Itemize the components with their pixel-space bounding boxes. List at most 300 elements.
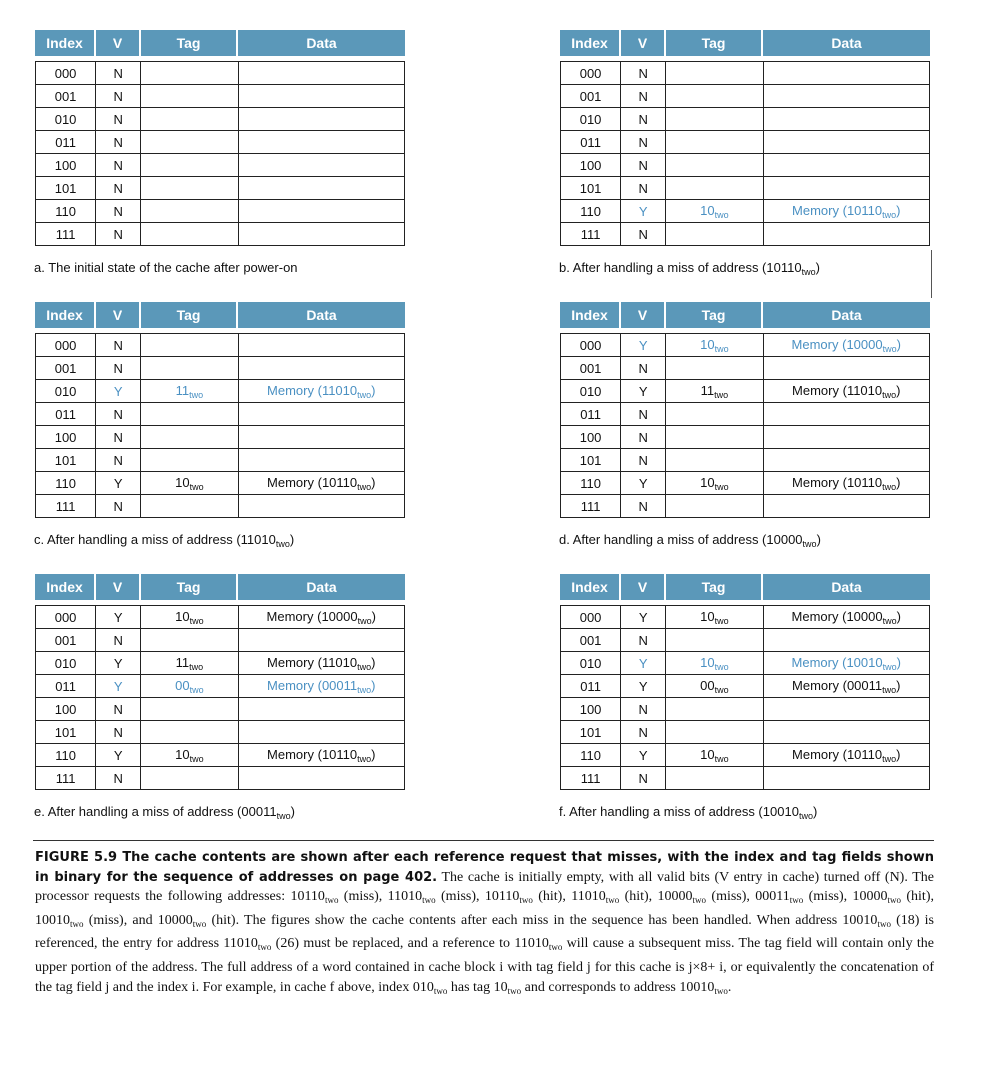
valid-cell: N [621,495,666,518]
memory-address: 11010 [321,382,358,398]
subscript: two [70,918,84,929]
index-cell: 100 [561,698,621,721]
data-cell [763,223,929,246]
index-cell: 111 [561,767,621,790]
index-cell: 000 [561,606,621,629]
valid-cell: Y [96,472,141,495]
data-cell [238,108,404,131]
subscript: two [548,942,563,953]
tag-cell [666,131,763,154]
data-cell: Memory $(10110_{two})$ [763,744,929,767]
tag-cell [666,472,763,495]
tag-cell [666,334,763,357]
tag-cell [666,721,763,744]
tag-value: 00 [175,677,190,693]
valid-cell: N [96,698,141,721]
caption-segment: (miss), 10110 [435,889,520,905]
memory-address: 00011 [321,677,358,693]
table-row [561,449,930,472]
data-cell [763,357,929,380]
table-row [561,426,930,449]
table-row [36,357,405,380]
table-header [35,30,407,56]
index-cell: 101 [36,177,96,200]
cache-table [560,605,930,790]
subscript: two [714,985,728,996]
tag-cell [141,629,238,652]
tag-cell [141,200,238,223]
subscript: two [357,481,372,492]
index-cell: 010 [561,108,621,131]
subscript: two [882,389,897,400]
subscript: two [887,895,902,906]
valid-cell: N [621,629,666,652]
index-cell: 000 [36,62,96,85]
subscript: two [189,753,204,764]
valid-cell: Y [621,334,666,357]
memory-label: Memory [267,677,314,693]
index-cell: 110 [561,744,621,767]
tag-value: 10 [700,474,715,490]
table-row [36,629,405,652]
caption-segment: (miss), 11010 [338,889,423,905]
data-cell: Memory $(10000_{two})$ [763,334,929,357]
subscript: two [714,209,729,220]
memory-label: Memory [791,654,839,670]
data-cell: Memory $(00011_{two})$ [763,675,929,698]
subscript: two [357,615,372,626]
cache-panel-c [35,302,407,518]
memory-label: Memory [792,677,839,693]
caption-segment: (hit), 10010 [35,889,934,928]
valid-cell: N [621,426,666,449]
index-cell: 100 [36,154,96,177]
tag-cell [666,177,763,200]
index-cell: 010 [561,652,621,675]
tag-cell [666,698,763,721]
table-row [561,154,930,177]
table-row [561,200,930,223]
subscript: two [192,918,207,929]
panel-caption-address: 10010 [762,804,799,819]
memory-address: 10000 [321,608,358,624]
column-header: Tag [666,30,761,56]
table-row [561,698,930,721]
cache-table [35,333,405,518]
table-row [36,675,405,698]
valid-cell: N [621,131,666,154]
index-cell: 100 [561,426,621,449]
data-cell [238,334,404,357]
table-row [36,495,405,518]
data-cell [238,629,404,652]
data-cell [238,154,404,177]
subscript: two [882,615,897,626]
column-header: V [621,574,664,600]
cache-panel-f [560,574,932,790]
tag-value: 10 [700,746,715,762]
valid-cell: N [96,108,141,131]
table-header [560,302,932,328]
caption-segment: (hit), 11010 [532,889,606,905]
table-row [36,698,405,721]
data-cell [763,721,929,744]
table-row [561,652,930,675]
valid-cell: N [96,177,141,200]
tag-cell [141,223,238,246]
data-cell: Memory $(10010_{two})$ [763,652,929,675]
column-header: Tag [666,302,761,328]
index-cell: 011 [561,403,621,426]
data-cell [238,426,404,449]
subscript: two [189,389,204,400]
index-cell: 110 [36,472,96,495]
tag-cell [141,652,238,675]
table-header [560,574,932,600]
index-cell: 101 [561,721,621,744]
data-cell [238,223,404,246]
column-header: Data [238,574,405,600]
table-row [561,131,930,154]
panel-caption-address: 10110 [766,260,802,275]
tag-cell [666,357,763,380]
memory-label: Memory [267,746,314,762]
table-row [36,449,405,472]
panel-caption-text: c. After handling a miss of address ( [34,532,241,547]
index-cell: 111 [36,767,96,790]
valid-cell: N [96,85,141,108]
tag-value: 10 [700,202,715,218]
column-header: Data [238,30,405,56]
tag-cell [141,721,238,744]
tag-value: 11 [175,382,190,398]
memory-address: 10110 [321,474,358,490]
index-cell: 101 [561,177,621,200]
data-cell [763,131,929,154]
panel-caption: c. After handling a miss of address $(11010_{two})$ [34,532,295,549]
tag-cell [141,472,238,495]
cache-panel-d [560,302,932,518]
data-cell [238,200,404,223]
panel-caption [34,260,298,275]
panel-caption: b. After handling a miss of address $(10110_{two})$ [559,260,820,277]
index-cell: 001 [36,357,96,380]
table-row [561,675,930,698]
valid-cell: N [96,426,141,449]
tag-cell [666,767,763,790]
tag-value: 10 [700,654,715,670]
valid-cell: Y [621,606,666,629]
panel-caption-text: d. After handling a miss of address ( [559,532,767,547]
valid-cell: N [621,449,666,472]
column-header: V [96,574,139,600]
table-row [561,108,930,131]
data-cell: Memory $(00011_{two})$ [238,675,404,698]
subscript: two [882,343,897,354]
valid-cell: N [96,334,141,357]
subscript: two [714,389,729,400]
subscript: two [877,918,891,929]
valid-cell: N [621,357,666,380]
subscript: two [605,895,620,906]
subscript: two [189,684,204,695]
table-row [36,108,405,131]
figure-caption-title: FIGURE 5.9 The cache contents are shown after each reference request that misses, with the index and tag fields shown in binary for the sequence of addresses on page 402. [35,850,934,885]
tag-value: 10 [175,746,190,762]
table-row [36,652,405,675]
index-cell: 011 [36,131,96,154]
data-cell: Memory $(10110_{two})$ [238,472,404,495]
valid-cell: Y [96,675,141,698]
cache-table [35,605,405,790]
valid-cell: N [96,200,141,223]
valid-cell: Y [96,744,141,767]
memory-label: Memory [267,382,314,398]
subscript: two [714,481,729,492]
subscript: two [789,895,804,906]
table-row [561,177,930,200]
valid-cell: N [621,403,666,426]
column-header: Index [560,574,619,600]
data-cell [238,357,404,380]
valid-cell: Y [96,380,141,403]
subscript: two [189,615,204,626]
data-cell [763,426,929,449]
data-cell [763,629,929,652]
tag-cell [141,380,238,403]
tag-cell [666,154,763,177]
column-header: Index [560,302,619,328]
index-cell: 001 [561,629,621,652]
caption-segment: has tag 10 [447,979,508,995]
memory-label: Memory [792,746,839,762]
subscript: two [714,343,729,354]
tag-cell [141,744,238,767]
valid-cell: Y [621,744,666,767]
table-row [561,223,930,246]
memory-address: 10110 [321,746,358,762]
subscript: two [519,895,533,906]
table-header [35,574,407,600]
subscript: two [714,753,729,764]
valid-cell: N [96,223,141,246]
figure-caption [35,848,934,1001]
caption-segment: (26) must be replaced, and a reference to 11010 [271,936,549,952]
table-row [561,495,930,518]
table-row [36,403,405,426]
data-cell: Memory $(10110_{two})$ [763,200,929,223]
cache-table [35,61,405,246]
data-cell [238,62,404,85]
tag-cell [141,108,238,131]
tag-cell [666,380,763,403]
data-cell: Memory $(11010_{two})$ [238,652,404,675]
caption-segment: . [727,979,732,995]
index-cell: 101 [561,449,621,472]
panel-caption-text: b. After handling a miss of address ( [559,260,767,275]
data-cell [238,449,404,472]
valid-cell: Y [621,675,666,698]
tag-value: 10 [175,608,190,624]
column-header: Data [763,302,930,328]
subscript: two [882,481,897,492]
table-row [36,744,405,767]
tag-cell [666,495,763,518]
index-cell: 000 [561,62,621,85]
tag-cell [141,357,238,380]
column-header: V [621,30,664,56]
table-row [36,472,405,495]
table-row [561,380,930,403]
column-header: V [96,302,139,328]
table-row [561,767,930,790]
data-cell [763,495,929,518]
table-row [561,472,930,495]
valid-cell: N [621,177,666,200]
caption-segment: (hit). The figures show the cache contents after each miss in the sequence has been handled. When address 10010 [206,912,878,928]
valid-cell: N [621,767,666,790]
tag-cell [141,334,238,357]
memory-label: Memory [792,382,839,398]
cache-table [560,61,930,246]
column-header: Index [35,302,94,328]
tag-cell [141,154,238,177]
caption-segment: The cache is initially empty, with all valid bits (V entry in cache) turned off (N). The processor requests the following addresses: 10110 [35,869,934,905]
tag-cell [141,449,238,472]
index-cell: 010 [36,108,96,131]
data-cell [238,721,404,744]
subscript: two [433,985,448,996]
index-cell: 011 [561,131,621,154]
subscript: two [357,753,372,764]
valid-cell: N [621,223,666,246]
cache-panel-a [35,30,407,246]
data-cell: Memory $(10110_{two})$ [238,744,404,767]
tag-cell [141,131,238,154]
data-cell [763,154,929,177]
tag-value: 11 [700,382,715,398]
column-header: Index [35,30,94,56]
index-cell: 100 [36,698,96,721]
panel-caption: f. After handling a miss of address $(10010_{two})$ [559,804,818,821]
table-row [561,357,930,380]
data-cell [238,698,404,721]
table-row [36,426,405,449]
column-header: Tag [141,302,236,328]
subscript: two [882,661,897,672]
data-cell [763,449,929,472]
index-cell: 010 [36,380,96,403]
table-row [561,334,930,357]
tag-cell [666,744,763,767]
table-row [36,177,405,200]
data-cell [763,767,929,790]
tag-cell [666,62,763,85]
subscript: two [714,684,729,695]
data-cell: Memory $(11010_{two})$ [763,380,929,403]
subscript: two [507,985,522,996]
column-header: Index [35,574,94,600]
tag-cell [141,85,238,108]
tag-cell [666,223,763,246]
data-cell [763,177,929,200]
subscript: two [189,481,204,492]
index-cell: 110 [561,472,621,495]
valid-cell: N [621,721,666,744]
column-header: Data [238,302,405,328]
data-cell [238,403,404,426]
memory-label: Memory [792,202,839,218]
index-cell: 101 [36,449,96,472]
valid-cell: N [96,357,141,380]
tag-cell [666,449,763,472]
caption-segment: will cause a subsequent miss. The tag field will contain only the upper portion of the address. The full address of a word contained in cache block i with tag field j for this cache is j×8+ i, or equivalently the concatenation of the tag field j and the index i. For example, in cache f above, index 010 [35,936,934,995]
valid-cell: N [621,108,666,131]
index-cell: 011 [36,675,96,698]
valid-cell: N [96,721,141,744]
memory-address: 11010 [321,654,358,670]
subscript: two [714,615,729,626]
subscript: two [357,389,372,400]
column-header: Index [560,30,619,56]
memory-address: 10010 [846,654,883,670]
tag-cell [666,652,763,675]
table-header [560,30,932,56]
table-row [561,721,930,744]
cache-panel-b [560,30,932,246]
subscript: two [324,895,339,906]
table-row [36,767,405,790]
valid-cell: Y [621,380,666,403]
valid-cell: N [96,495,141,518]
cache-panel-e [35,574,407,790]
data-cell [238,177,404,200]
subscript: two [798,811,813,821]
tag-cell [666,85,763,108]
memory-label: Memory [267,654,314,670]
index-cell: 011 [36,403,96,426]
index-cell: 100 [561,154,621,177]
memory-label: Memory [267,474,314,490]
tag-cell [141,767,238,790]
tag-value: 10 [700,336,715,352]
tag-cell [141,675,238,698]
index-cell: 110 [36,744,96,767]
valid-cell: Y [621,652,666,675]
data-cell [238,767,404,790]
column-header: Tag [141,574,236,600]
index-cell: 000 [36,606,96,629]
index-cell: 010 [561,380,621,403]
data-cell [238,85,404,108]
memory-address: 11010 [846,382,883,398]
index-cell: 110 [36,200,96,223]
data-cell [763,85,929,108]
caption-segment: (hit), 10000 [619,889,693,905]
data-cell [238,131,404,154]
memory-label: Memory [791,336,839,352]
index-cell: 101 [36,721,96,744]
tag-cell [141,62,238,85]
table-row [561,85,930,108]
panel-caption: d. After handling a miss of address $(10000_{two})$ [559,532,821,549]
panel-caption-address: 11010 [240,532,276,547]
tag-cell [666,403,763,426]
caption-segment: (miss), 00011 [706,889,790,905]
data-cell [238,495,404,518]
memory-address: 10000 [846,336,883,352]
tag-cell [666,629,763,652]
